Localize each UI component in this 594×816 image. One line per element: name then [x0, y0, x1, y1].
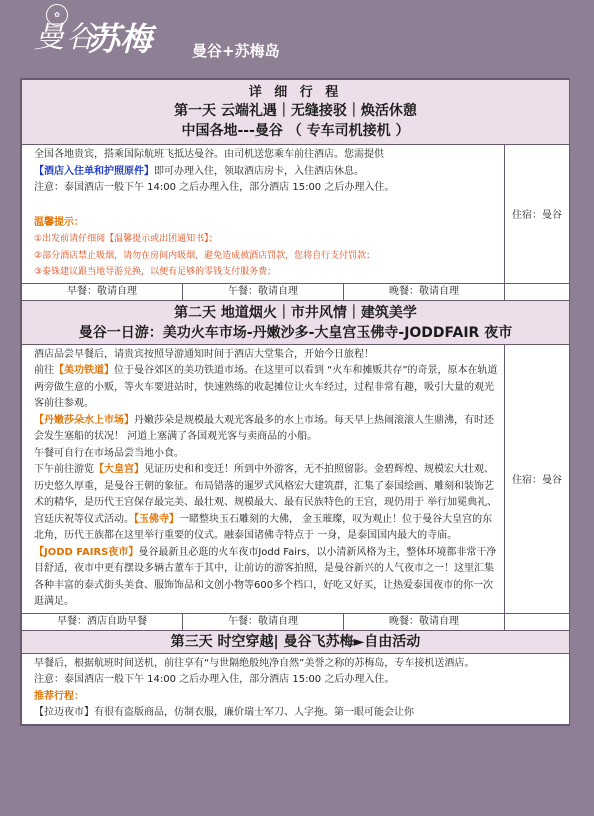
day2-title: 第二天 地道烟火｜市井风情｜建筑美学 [174, 304, 417, 321]
itinerary-document [20, 78, 570, 726]
day2-p2-text: 前往 [34, 365, 54, 376]
day3-para1: 早餐后，根据航班时间送机，前往享有“与世隔绝般纯净自然”美誉之称的苏梅岛，专车接机送酒店。 [34, 657, 475, 669]
day3-p3-text: 有很有盗版商品，仿制衣服，廉价瑞士军刀、人字拖。第一眼可能会让你 [94, 707, 414, 718]
day2-para4: 午餐可自行在市场品尝当地小食。 [34, 447, 184, 459]
day3-body [22, 653, 570, 724]
day1-tip2: ②部分酒店禁止吸烟，请勿在房间内吸烟，避免造成被酒店罚款，您将自行支付罚款； [34, 250, 376, 261]
day1-lunch: 午餐：敬请自理 [183, 283, 344, 300]
route-title: 曼谷+苏梅岛 [192, 42, 280, 60]
day2-para2 [34, 363, 500, 413]
day1-subtitle: 中国各地---曼谷 （ 专车司机接机 ） [181, 123, 410, 139]
day2-stay: 住宿：曼谷 [505, 344, 570, 613]
day3-title: 第三天 时空穿越| 曼谷飞苏梅►自由活动 [170, 633, 421, 650]
day1-tip3: ③泰铢建议跟当地导游兑换，以便有足够的零钱支付服务费； [34, 267, 277, 277]
day2-breakfast: 早餐：酒店自助早餐 [22, 613, 183, 630]
day2-meal-empty [505, 613, 570, 630]
day1-para2: 注意：泰国酒店一般下午 14:00 之后办理入住，部分酒店 15:00 之后办理入住。 [34, 182, 395, 193]
day1-tips-title: 温馨提示： [34, 216, 84, 228]
day1-body [22, 145, 505, 284]
day1-p1-highlight: 【酒店入住单和护照原件】 [34, 165, 154, 177]
day3-para2: 注意：泰国酒店一般下午 14:00 之后办理入住，部分酒店 15:00 之后办理入住。 [34, 674, 395, 685]
day2-p6-highlight: 【JODD FAIRS夜市】 [34, 546, 139, 558]
logo-text-bangkok: 曼谷 [34, 20, 98, 55]
day1-stay: 住宿：曼谷 [505, 145, 570, 284]
day1-header [22, 80, 570, 145]
day2-p5-highlight2: 【玉佛寺】 [134, 513, 179, 525]
day2-p5-text2: 见证历史和和变迁！所到中外游客，无不拍照留影。金碧辉煌、规模宏大壮观、历史悠久厚重，是曼谷王朝的象征。布局错落的暹罗式风格宏大建筑群，汇集了泰国绘画、雕刻和装饰艺术的精华，是历代王宫保存最完美、最壮观、规模最大、最有民族特色的王宫，现仍用于 举行加冕典礼、宫廷庆祝等仪式活动。 [34, 464, 498, 525]
day3-rec-title: 推荐行程： [34, 690, 84, 702]
day2-p6-text: 曼谷最新且必逛的火车夜市Jodd Fairs，以小清新风格为主，整体环境都非常干净目舒适，夜市中更有摆设多辆古董车于其中，让前访的游客拍照，是曼谷新兴的人气夜市之一！这里汇集各种丰富的泰式街头美食、服饰饰品和文创小物等600多个档口，好吃又好买，让热爱泰国夜市的你一次逛满足。 [34, 546, 497, 607]
day2-dinner: 晚餐：敬请自理 [344, 613, 505, 630]
day2-p5-highlight: 【大皇宫】 [94, 464, 144, 475]
day1-meal-empty [505, 283, 570, 300]
day1-title: 第一天 云端礼遇｜无缝接驳｜焕活休憩 [174, 103, 417, 119]
day2-para1: 酒店品尝早餐后，请贵宾按照导游通知时间于酒店大堂集合，开始今日旅程！ [34, 348, 374, 360]
day2-body [22, 344, 505, 613]
day2-p5-text3: 一睹整块玉石雕刻的大佛， 金玉璀璨，叹为观止！位于曼谷大皇宫的东北角，历代王族都在这里举行重要的仪式。融泰国诸佛寺特点于 一身，是泰国国内最大的寺庙。 [34, 513, 493, 541]
day1-p1-text2: 即可办理入住，领取酒店房卡，入住酒店休息。 [154, 165, 364, 177]
day2-p2-text2: 位于曼谷郊区的美功铁道市场。在这里可以看到 “火车和摊贩共存”的奇景，原本在轨道两旁做生意的小贩，等火车要进站时，快速熟练的收起摊位让火车经过，过程非常有趣，吸引大量的观光客前往参观。 [34, 365, 498, 409]
day2-para5 [34, 462, 500, 545]
day2-lunch: 午餐：敬请自理 [183, 613, 344, 630]
day3-header [22, 630, 570, 653]
day1-tip1: ①出发前请仔细阅【温馨提示或出团通知书】； [34, 234, 218, 244]
day2-p2-highlight: 【美功铁道】 [54, 365, 114, 376]
itinerary-title: 详 细 行 程 [248, 85, 343, 100]
day1-para1 [34, 147, 500, 180]
logo-text-samui: 苏梅 [88, 20, 153, 58]
day2-para3 [34, 413, 500, 446]
day3-p3-highlight: 【拉迈夜市】 [34, 707, 94, 718]
day2-para6 [34, 545, 500, 611]
day2-p5-text: 下午前往游览 [34, 464, 94, 475]
day1-breakfast: 早餐：敬请自理 [22, 283, 183, 300]
day2-subtitle: 曼谷一日游：美功火车市场-丹嫩沙多-大皇宫玉佛寺-JODDFAIR 夜市 [78, 324, 513, 341]
header-banner [0, 0, 594, 78]
seal-icon: ✿ [46, 4, 68, 26]
itinerary-table [21, 79, 570, 725]
day1-p1-text: 全国各地贵宾，搭乘国际航班飞抵达曼谷。由司机送您乘车前往酒店。您需提供 [34, 149, 384, 160]
day2-header [22, 300, 570, 344]
day2-p3-text: 丹嫩莎朵是规模最大观光客最多的水上市场。每天早上热闹滚滚人生鼎沸，有时还会发生塞船的状况！ 河道上塞满了各国观光客与卖商品的小船。 [34, 414, 494, 442]
day2-p3-highlight: 【丹嫩莎朵水上市场】 [34, 414, 134, 426]
day1-dinner: 晚餐：敬请自理 [344, 283, 505, 300]
day3-para3 [34, 705, 565, 722]
